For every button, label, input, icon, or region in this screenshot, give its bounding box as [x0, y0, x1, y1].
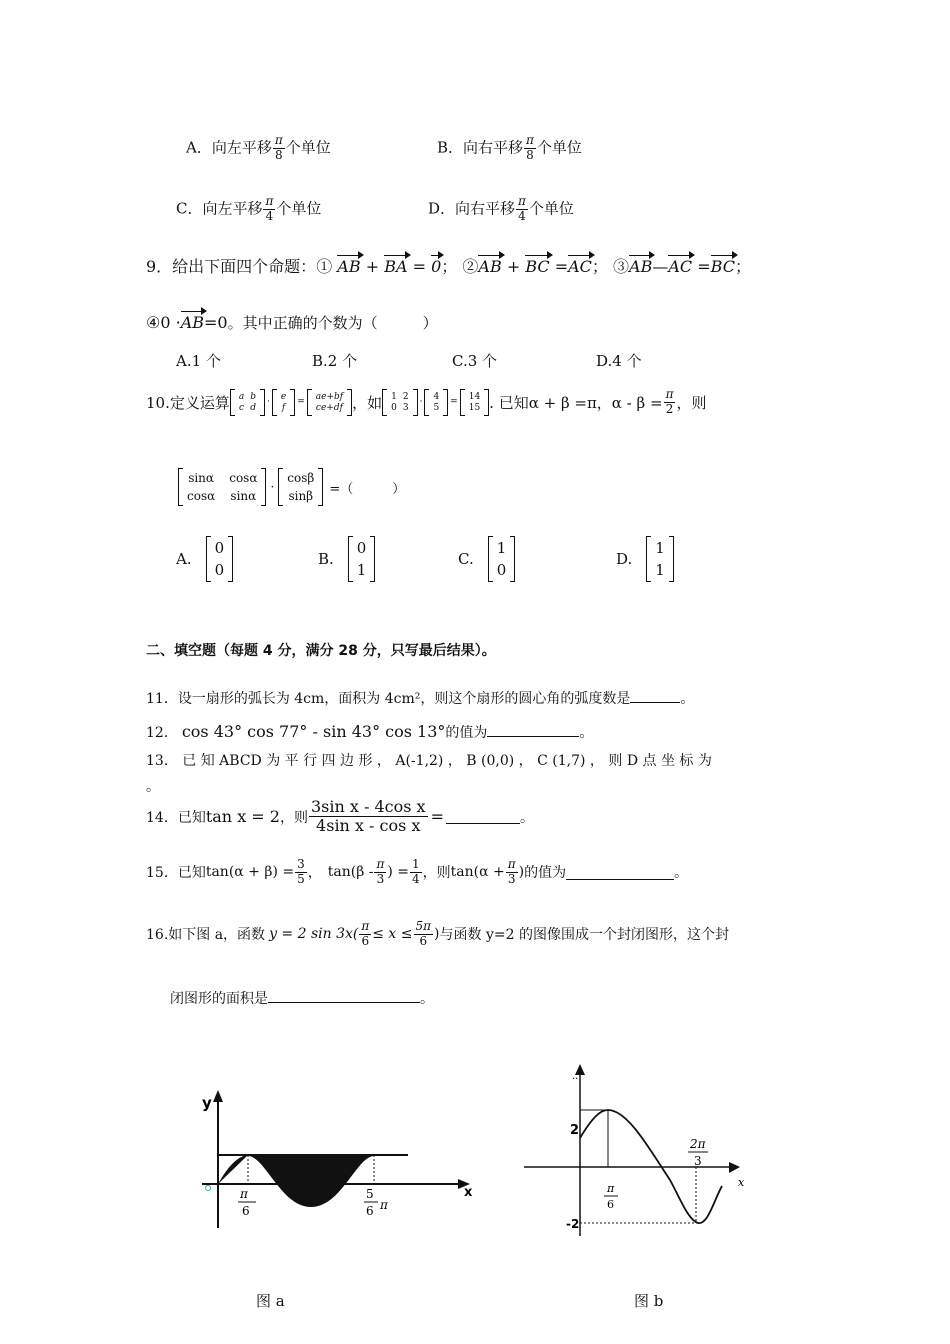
figure-a-tick1-num: π	[240, 1187, 248, 1201]
figure-a-caption: 图 a	[256, 1292, 285, 1310]
q15: 15．已知 tan(α + β) = $\frac{3}{5}$ ， tan(β - $\frac{\pi}{3}$ ) = $\frac{1}{4}$ ，则 tan(α + $\frac{\pi}{3}$ ) 的值为 。	[146, 857, 689, 886]
q9-statement: 9．给出下面四个命题：① AB + BA = 0； ②AB + BC =AC； ③AB—AC =BC；	[146, 257, 751, 276]
q9-option-b: B.2 个	[312, 352, 358, 370]
figure-b-tick2-den: 3	[694, 1154, 702, 1168]
q10-def-result: ae+bf ce+df	[307, 389, 352, 416]
q14: 14．已知 tan x = 2 ，则 $\frac{\text{3sin x - 4cos x}}{\text{4sin x - cos x}}$ = 。	[146, 797, 534, 836]
figure-b	[520, 1060, 760, 1240]
figure-b-label-2: 2	[570, 1123, 580, 1138]
figure-b-caption: 图 b	[634, 1292, 664, 1310]
q8-option-d: D．向右平移 $\frac{\pi}{4}$ 个单位	[428, 194, 574, 223]
q10-example-vector: 4 5	[424, 389, 448, 416]
q10-trig-vector: cosβ sinβ	[278, 468, 323, 506]
figure-a-tick1-den: 6	[242, 1204, 250, 1218]
q8-option-c: C．向左平移 $\frac{\pi}{4}$ 个单位	[176, 194, 322, 223]
q10-statement: 10.定义运算 a b c d · e f = ae+bf ce+df ，如 1 2 0 3 · 4 5 = 14 15 . 已知α + β =π，α - β = $\frac{\pi}{2}$ ，则	[146, 387, 707, 416]
figure-a-x-label: x	[464, 1185, 473, 1200]
q10-trig-matrix: sinα cosα cosα sinα	[178, 468, 266, 506]
q10-example-result: 14 15	[460, 389, 489, 416]
figure-b-top-mark: ··	[572, 1074, 579, 1085]
figure-b-tick2-num: 2π	[690, 1137, 706, 1151]
q10-option-b: B. 0 1	[318, 536, 375, 582]
figure-a-tick2-num: 5	[366, 1187, 374, 1201]
q13-line2: 。	[146, 779, 160, 795]
q9-option-d: D.4 个	[596, 352, 642, 370]
figure-a-y-label: y	[202, 1094, 212, 1112]
q8-option-a: A．向左平移 $\frac{\pi}{8}$ 个单位	[186, 133, 331, 162]
q10-def-matrix: a b c d	[230, 389, 265, 416]
figure-b-x-label: x	[738, 1176, 745, 1189]
q12: 12． cos 43° cos 77° - sin 43° cos 13°的值为 。	[146, 722, 594, 741]
figure-a	[196, 1088, 486, 1233]
q10-option-d: D. 1 1	[616, 536, 674, 582]
q10-option-c: C. 1 0	[458, 536, 515, 582]
q9-option-c: C.3 个	[452, 352, 498, 370]
q16-line2: 闭图形的面积是 。	[170, 991, 434, 1007]
figure-a-tick2-pi: π	[380, 1198, 388, 1212]
figure-b-tick1-den: 6	[607, 1198, 614, 1211]
section-2-title: 二、填空题（每题 4 分，满分 28 分，只写最后结果）。	[146, 643, 496, 659]
q11: 11．设一扇形的弧长为 4cm，面积为 4cm²，则这个扇形的圆心角的弧度数是 。	[146, 691, 695, 707]
q9-option-a: A.1 个	[176, 352, 221, 370]
figure-b-tick1-num: π	[607, 1182, 615, 1195]
q9-statement-4: ④0 ·AB=0。其中正确的个数为（ ）	[146, 313, 438, 332]
figure-a-tick2-den: 6	[366, 1204, 374, 1218]
q16-line1: 16.如下图 a，函数 y = 2 sin 3x( $\frac{\pi}{6}$ ≤ x ≤ $\frac{5\pi}{6}$ ) 与函数 y=2 的图像围成一个封闭图形，这个封	[146, 919, 729, 948]
q10-option-a: A. 0 0	[176, 536, 233, 582]
q10-expression: sinα cosα cosα sinα · cosβ sinβ =（ ）	[178, 468, 405, 506]
q13-line1: 13． 已 知 ABCD 为 平 行 四 边 形 ， A(-1,2) ， B (0,0) ， C (1,7) ， 则 D 点 坐 标 为	[146, 753, 712, 769]
q8-option-b: B．向右平移 $\frac{\pi}{8}$ 个单位	[437, 133, 582, 162]
q10-def-vector: e f	[272, 389, 295, 416]
q10-example-matrix: 1 2 0 3	[382, 389, 417, 416]
figure-b-label-neg2: -2	[566, 1217, 580, 1231]
